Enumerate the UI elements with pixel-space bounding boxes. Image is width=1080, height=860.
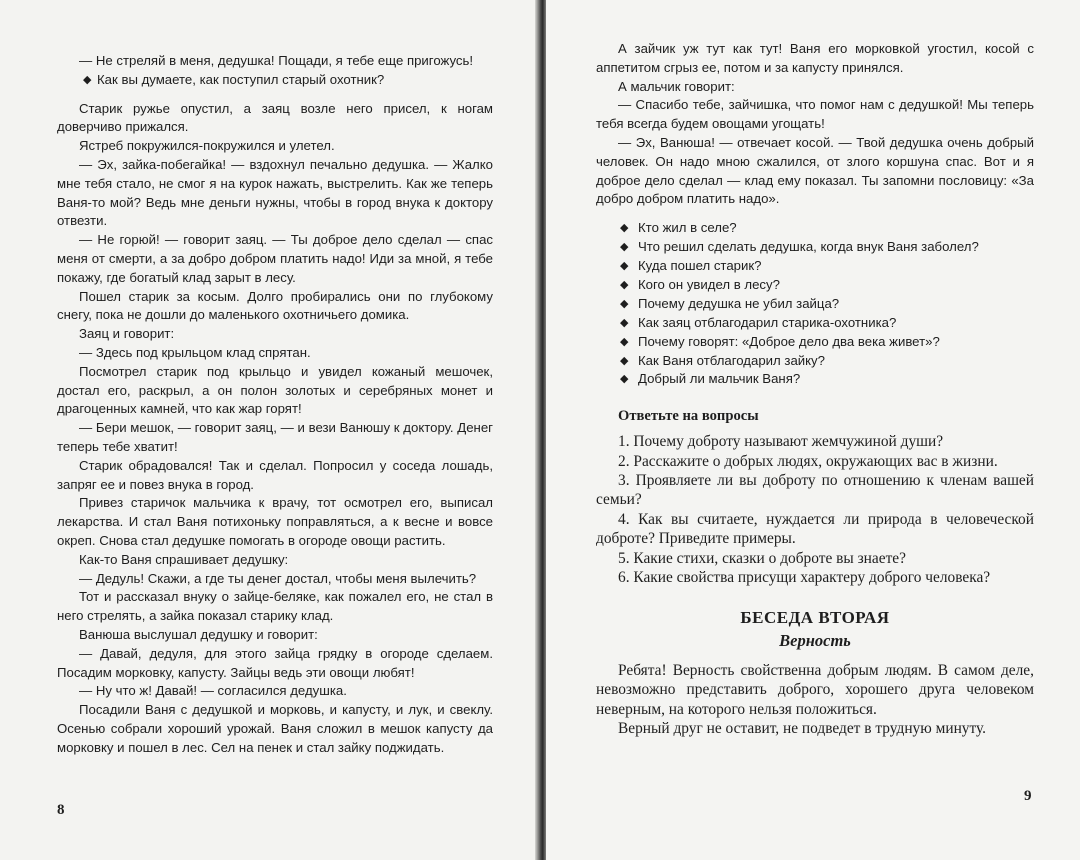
question-list bbox=[596, 219, 1034, 389]
left-page bbox=[0, 0, 538, 860]
section-subtitle: Верность bbox=[779, 631, 851, 651]
diamond-bullet-icon: ◆ bbox=[620, 278, 629, 291]
list-item: 4. Как вы считаете, нуждается ли природа в человеческой доброте? Приведите примеры. bbox=[596, 510, 1034, 548]
diamond-bullet-icon: ◆ bbox=[620, 241, 629, 254]
paragraph: Посадили Ваня с дедушкой и морковь, и капусту, и лук, и свеклу. Осенью собрали хороший урожай. Ваня сложил в мешок капусту да морковку и пошел в лес. Сел на пенек и стал зайку поджидать. bbox=[57, 702, 493, 755]
list-item: 6. Какие свойства присущи характеру доброго человека? bbox=[618, 568, 991, 586]
paragraph: — Не горюй! — говорит заяц. — Ты доброе дело сделал — спас меня от смерти, а за добро добром платить надо! Иди за мной, я тебе покажу, где богатый клад зарыт в лесу. bbox=[57, 232, 493, 285]
list-item: 5. Какие стихи, сказки о доброте вы знаете? bbox=[618, 549, 906, 567]
diamond-bullet-icon: ◆ bbox=[620, 373, 629, 386]
list-item: ◆ Кого он увидел в лесу? bbox=[596, 276, 1034, 295]
paragraph: Ванюша выслушал дедушку и говорит: bbox=[79, 626, 318, 642]
list-item: ◆ Как заяц отблагодарил старика-охотника? bbox=[596, 314, 1034, 333]
diamond-bullet-icon: ◆ bbox=[83, 73, 92, 86]
paragraph: — Ну что ж! Давай! — согласился дедушка. bbox=[79, 683, 347, 699]
list-item: 1. Почему доброту называют жемчужиной души? bbox=[618, 433, 944, 451]
paragraph: Пошел старик за косым. Долго пробирались они по глубокому снегу, пока не дошли до маленького охотничьего домика. bbox=[57, 288, 493, 323]
paragraph: — Эх, Ванюша! — отвечает косой. — Твой дедушка очень добрый человек. Он надо мною сжалился, от злого коршуна спас. Вот и я доброе дело сделал — клад ему показал. Ты запомни пословицу: «За добро добром платить надо». bbox=[596, 134, 1034, 207]
diamond-bullet-icon: ◆ bbox=[620, 335, 629, 348]
page-number-left: 8 bbox=[57, 802, 65, 818]
section-title: БЕСЕДА ВТОРАЯ bbox=[740, 608, 890, 628]
diamond-bullet-icon: ◆ bbox=[620, 259, 629, 272]
diamond-bullet-icon: ◆ bbox=[620, 297, 629, 310]
diamond-bullet-icon: ◆ bbox=[620, 222, 629, 235]
paragraph: Старик обрадовался! Так и сделал. Попросил у соседа лошадь, запряг ее и повез внука в город. bbox=[57, 457, 493, 492]
paragraph: Заяц и говорит: bbox=[79, 326, 175, 342]
list-item: ◆ Добрый ли мальчик Ваня? bbox=[596, 370, 1034, 389]
list-item: ◆ Кто жил в селе? bbox=[596, 219, 1034, 238]
answers-list bbox=[596, 432, 1034, 587]
paragraph: А зайчик уж тут как тут! Ваня его морковкой угостил, косой с аппетитом сгрыз ее, потом и за капусту принялся. bbox=[596, 41, 1034, 75]
list-item: ◆ Как Ваня отблагодарил зайку? bbox=[596, 352, 1034, 371]
diamond-bullet-icon: ◆ bbox=[620, 316, 629, 329]
paragraph: — Эх, зайка-побегайка! — вздохнул печально дедушка. — Жалко мне тебя стало, не смог я на курок нажать, выстрелить. Как же теперь Ваня-то мой? Ведь мне деньги нужны, чтобы в город внука к доктору отвезти. bbox=[57, 156, 493, 229]
list-item: 3. Проявляете ли вы доброту по отношению к членам вашей семьи? bbox=[596, 471, 1034, 509]
paragraph: — Не стреляй в меня, дедушка! Пощади, я тебе еще пригожусь! bbox=[79, 53, 474, 68]
paragraph: Как-то Ваня спрашивает дедушку: bbox=[79, 551, 289, 567]
paragraph: Ребята! Верность свойственна добрым людям. В самом деле, невозможно представить доброго, хорошего друга человеком неверным, на которого нельзя положиться. bbox=[596, 661, 1034, 718]
right-page-text bbox=[596, 40, 1034, 739]
section-body bbox=[596, 661, 1034, 739]
paragraph: Старик ружье опустил, а заяц возле него присел, к ногам доверчиво прижался. bbox=[57, 100, 493, 135]
diamond-bullet-icon: ◆ bbox=[620, 354, 629, 367]
page-number-right: 9 bbox=[1024, 788, 1032, 804]
paragraph: — Спасибо тебе, зайчишка, что помог нам с дедушкой! Мы теперь тебя всегда будем овощами угощать! bbox=[596, 97, 1034, 132]
left-page-text bbox=[57, 52, 493, 757]
list-item: ◆ Почему дедушка не убил зайца? bbox=[596, 295, 1034, 314]
question-bullet: ◆ Как вы думаете, как поступил старый охотник? bbox=[57, 71, 493, 90]
right-page bbox=[546, 0, 1080, 860]
list-item: ◆ Почему говорят: «Доброе дело два века живет»? bbox=[596, 333, 1034, 352]
paragraph: — Бери мешок, — говорит заяц, — и вези Ванюшу к доктору. Денег теперь тебе хватит! bbox=[57, 420, 493, 454]
list-item: ◆ Что решил сделать дедушка, когда внук Ваня заболел? bbox=[596, 238, 1034, 257]
paragraph: — Давай, дедуля, для этого зайца грядку в огороде сделаем. Посадим морковку, капусту. Зайцы ведь эти овощи любят! bbox=[57, 645, 493, 680]
paragraph: А мальчик говорит: bbox=[618, 78, 735, 94]
paragraph: Посмотрел старик под крыльцо и увидел кожаный мешочек, достал его, раскрыл, а он полон золотых и серебряных монет и драгоценных камней, что как жар горят! bbox=[57, 363, 493, 417]
list-item: 2. Расскажите о добрых людях, окружающих вас в жизни. bbox=[618, 452, 998, 470]
paragraph: Верный друг не оставит, не подведет в трудную минуту. bbox=[618, 720, 987, 738]
paragraph: — Здесь под крыльцом клад спрятан. bbox=[79, 344, 311, 360]
list-item: ◆ Куда пошел старик? bbox=[596, 257, 1034, 276]
answers-heading: Ответьте на вопросы bbox=[618, 408, 759, 425]
paragraph: Тот и рассказал внуку о зайце-беляке, как пожалел его, не стал в него стрелять, а зайка показал старику клад. bbox=[57, 589, 493, 624]
paragraph: Ястреб покружился-покружился и улетел. bbox=[79, 138, 335, 154]
paragraph: Привез старичок мальчика к врачу, тот осмотрел его, выписал лекарства. И стал Ваня потихоньку поправляться, а к весне и вовсе окреп. Снова стал дедушке помогать в огороде овощи растить. bbox=[57, 495, 493, 548]
paragraph: — Дедуль! Скажи, а где ты денег достал, чтобы меня вылечить? bbox=[79, 570, 477, 586]
